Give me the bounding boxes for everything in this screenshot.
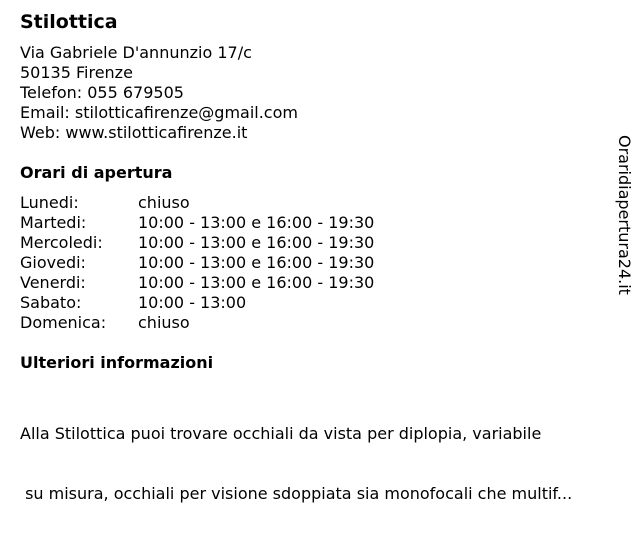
day-hours: 10:00 - 13:00 (138, 293, 247, 312)
day-label: Giovedi: (20, 253, 86, 272)
day-hours: 10:00 - 13:00 e 16:00 - 19:30 (138, 233, 375, 252)
opening-hours-table (20, 193, 374, 333)
day-label: Domenica: (20, 313, 107, 332)
hours-row-tuesday (20, 213, 374, 233)
email-text: Email: stilotticafirenze@gmail.com (20, 103, 298, 122)
site-brand-vertical: Oraridiapertura24.it (615, 135, 634, 295)
day-hours: 10:00 - 13:00 e 16:00 - 19:30 (138, 213, 375, 232)
hours-row-sunday (20, 313, 374, 333)
day-hours: 10:00 - 13:00 e 16:00 - 19:30 (138, 253, 375, 272)
phone-text: Telefon: 055 679505 (20, 83, 184, 102)
opening-hours-heading: Orari di apertura (20, 163, 173, 182)
hours-row-wednesday (20, 233, 374, 253)
day-hours: 10:00 - 13:00 e 16:00 - 19:30 (138, 273, 375, 292)
hours-row-thursday (20, 253, 374, 273)
day-label: Venerdi: (20, 273, 86, 292)
website-text: Web: www.stilotticafirenze.it (20, 123, 248, 142)
hours-row-saturday (20, 293, 374, 313)
day-label: Lunedi: (20, 193, 79, 212)
address-city: 50135 Firenze (20, 63, 133, 82)
more-info-text (20, 384, 625, 544)
day-label: Sabato: (20, 293, 82, 312)
business-name: Stilottica (20, 11, 118, 33)
address-street: Via Gabriele D'annunzio 17/c (20, 43, 252, 62)
more-info-heading: Ulteriori informazioni (20, 353, 214, 372)
hours-row-monday (20, 193, 374, 213)
day-label: Mercoledi: (20, 233, 103, 252)
day-hours: chiuso (138, 193, 190, 212)
day-label: Martedi: (20, 213, 87, 232)
contact-block (20, 43, 298, 143)
day-hours: chiuso (138, 313, 190, 332)
hours-row-friday (20, 273, 374, 293)
more-info-line: Alla Stilottica puoi trovare occhiali da vista per diplopia, variabile (20, 424, 542, 443)
more-info-line: su misura, occhiali per visione sdoppiata sia monofocali che multif... (20, 484, 573, 503)
